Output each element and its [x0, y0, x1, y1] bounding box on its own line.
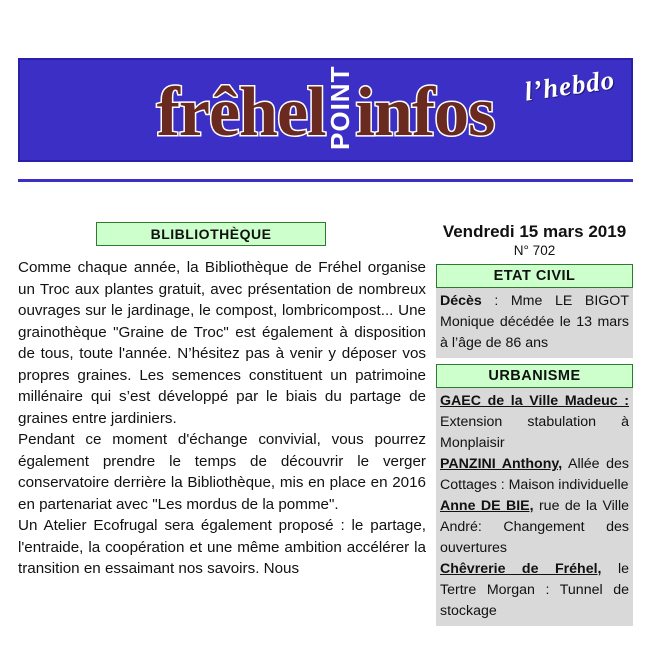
issue-date: Vendredi 15 mars 2019	[442, 222, 627, 241]
urbanisme-entry	[440, 391, 629, 454]
masthead	[18, 58, 633, 182]
urbanisme-entry-name: Chêvrerie de Fréhel,	[440, 561, 602, 577]
article-paragraph: Un Atelier Ecofrugal sera également proposé : le partage, l'entraide, la coopération et une même ambition accélérer la transition en essaimant nos savoirs. Nous	[18, 517, 426, 577]
article-paragraph: Comme chaque année, la Bibliothèque de Fréhel organise un Troc aux plantes gratuit, avec présentation de nombreux ouvrages sur le jardinage, le compost, lombricompost... Une grainothèque "Graine de Troc" est également à disposition de tous, toute l'année. N’hésitez pas à venir y déposer vos propres graines. Les semences constituent un patrimoine millénaire qui s’est développé par le biais du partage de graines entre jardiniers.	[18, 259, 426, 427]
urbanisme-entry-detail: Extension stabulation à Monplaisir	[440, 414, 629, 451]
urbanisme-entry-name: Anne DE BIE,	[440, 498, 534, 514]
urbanisme-entry-name: GAEC de la Ville Madeuc :	[440, 393, 629, 409]
etat-civil-block	[436, 288, 633, 358]
urbanisme-entry-detail: rue de la Ville André: Changement des ouvertures	[440, 498, 630, 556]
masthead-logo-box	[18, 58, 633, 162]
urbanisme-entry	[440, 496, 629, 559]
issue-number: N° 702	[513, 243, 556, 258]
content-area	[18, 222, 633, 642]
section-banner-bibliotheque: BLIBLIOTHÈQUE	[96, 222, 326, 246]
bibliotheque-article	[18, 257, 426, 580]
urbanisme-block	[436, 388, 633, 626]
urbanisme-entry-name: PANZINI Anthony,	[440, 456, 563, 472]
urbanisme-entry-detail: Allée des Cottages : Maison individuelle	[440, 456, 629, 493]
masthead-hebdo-label: l’hebdo	[522, 64, 617, 107]
masthead-word-frehel: frêhel	[156, 74, 326, 151]
etat-civil-text: : Mme LE BIGOT Monique décédée le 13 mars à l’âge de 86 ans	[440, 293, 629, 351]
etat-civil-label: Décès	[440, 293, 482, 309]
masthead-word-infos: infos	[355, 74, 495, 151]
etat-civil-entry	[440, 291, 629, 354]
article-paragraph: Pendant ce moment d'échange convivial, vous pourrez également prendre le temps de découvrir le verger conservatoire derrière la Bibliothèque, mis en place en 2016 en partenariat avec "Les mordus de la pomme".	[18, 431, 426, 513]
section-banner-etat-civil: ETAT CIVIL	[436, 264, 633, 288]
urbanisme-entry	[440, 454, 629, 496]
masthead-word-point: POINT	[325, 65, 356, 150]
urbanisme-entry-detail: le Tertre Morgan : Tunnel de stockage	[440, 561, 629, 619]
section-banner-urbanisme: URBANISME	[436, 364, 633, 388]
urbanisme-entry	[440, 559, 629, 622]
left-column	[18, 222, 426, 580]
masthead-divider	[18, 179, 633, 182]
right-column	[436, 222, 633, 626]
